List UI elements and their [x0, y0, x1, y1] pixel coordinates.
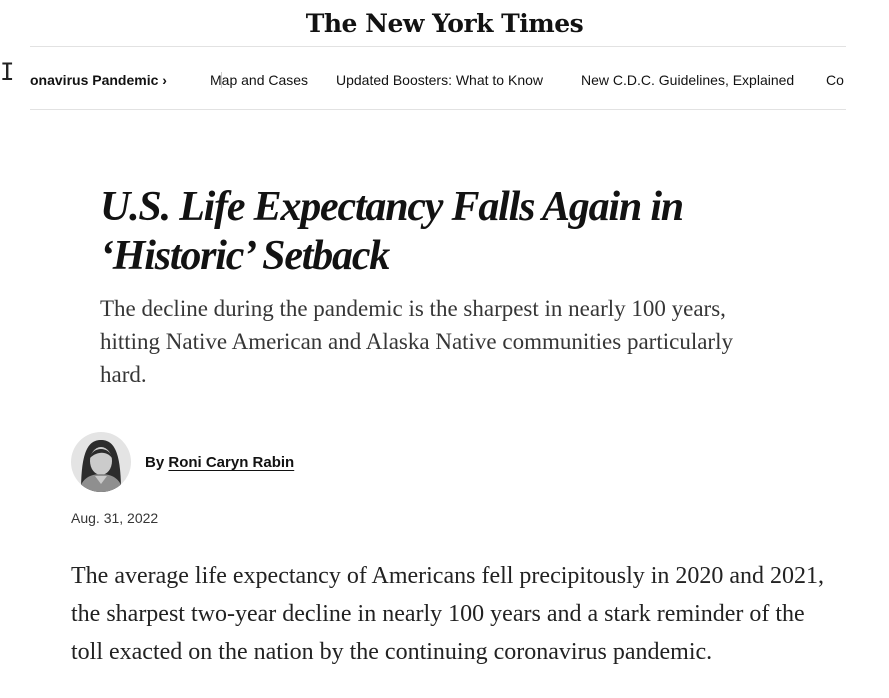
- publish-date: Aug. 31, 2022: [71, 510, 159, 526]
- article-summary: The decline during the pandemic is the sharpest in nearly 100 years, hitting Native American and Alaska Native communities particularly hard.: [100, 296, 733, 387]
- article-body-paragraph: The average life expectancy of Americans fell precipitously in 2020 and 2021, the sharpest two-year decline in nearly 100 years and a stark reminder of the toll exacted on the nation by the continuing coronavirus pandemic.: [71, 563, 825, 665]
- chevron-right-icon: ›: [162, 72, 167, 88]
- nav-bottom-divider: [30, 109, 846, 110]
- author-portrait-icon: [71, 432, 131, 492]
- nav-lead-link[interactable]: [30, 65, 167, 95]
- topic-nav-bar: [30, 65, 846, 95]
- author-link[interactable]: Roni Caryn Rabin: [168, 454, 295, 471]
- headline-line-1: U.S. Life Expectancy Falls Again in: [100, 184, 683, 230]
- text-cursor-icon: I: [0, 58, 15, 86]
- nav-top-divider: [30, 46, 846, 47]
- author-avatar[interactable]: [71, 432, 131, 492]
- nav-item-map-and-cases[interactable]: Map and Cases: [210, 72, 309, 88]
- nav-item-truncated[interactable]: Co: [826, 72, 844, 88]
- nav-lead-label: onavirus Pandemic: [30, 72, 159, 88]
- nav-item-updated-boosters[interactable]: Updated Boosters: What to Know: [336, 72, 543, 88]
- nav-item-cdc-guidelines[interactable]: New C.D.C. Guidelines, Explained: [581, 72, 795, 88]
- byline-prefix: By: [145, 454, 165, 471]
- article-headline: [100, 183, 780, 281]
- headline-line-2: ‘Historic’ Setback: [100, 233, 390, 279]
- byline: [145, 452, 294, 474]
- masthead-logo[interactable]: The New York Times: [305, 9, 584, 38]
